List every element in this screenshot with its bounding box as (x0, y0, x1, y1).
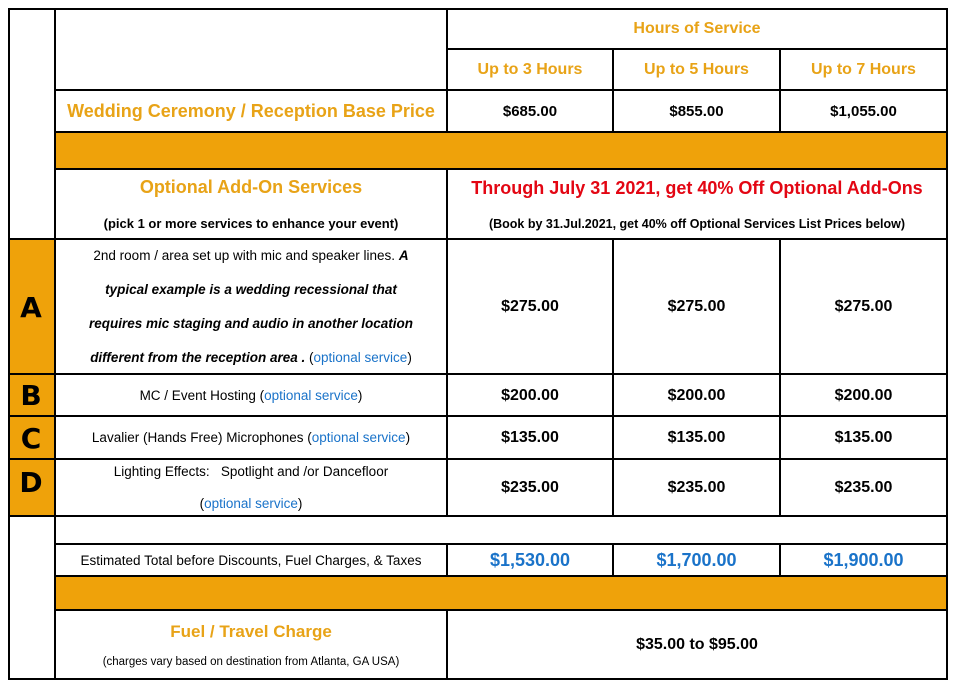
addons-title: Optional Add-On Services (139, 177, 363, 197)
optional-service-link[interactable]: optional service (311, 430, 406, 445)
service-d-line-2: (optional service) (199, 496, 303, 511)
service-letter-d: D (8, 460, 54, 515)
grid-line (8, 8, 10, 680)
service-a-price-3-hours: $275.00 (501, 298, 559, 315)
service-letter-c: C (8, 417, 54, 459)
optional-service-link[interactable]: optional service (204, 496, 298, 511)
service-a-price-5-hours: $275.00 (667, 298, 726, 315)
column-header-7-hours: Up to 7 Hours (811, 61, 916, 78)
column-header-3-hours: Up to 3 Hours (477, 61, 583, 78)
base-price-5-hours: $855.00 (669, 103, 724, 120)
service-d-line-1: Lighting Effects: Spotlight and /or Dancefloor (113, 464, 389, 479)
hours-of-service-heading: Hours of Service (633, 20, 761, 37)
grid-line (946, 8, 948, 680)
divider-bar-1 (55, 132, 947, 168)
estimated-total-5-hours: $1,700.00 (656, 550, 737, 570)
service-b-price-5-hours: $200.00 (667, 386, 726, 404)
service-c-price-7-hours: $135.00 (834, 429, 893, 446)
promo-subtitle: (Book by 31.Jul.2021, get 40% off Optional Services List Prices below) (488, 216, 906, 231)
service-b-line: MC / Event Hosting (optional service) (139, 387, 363, 403)
service-b-price-7-hours: $200.00 (834, 386, 893, 404)
service-a-line-3: requires mic staging and audio in another location (88, 316, 414, 331)
service-c-line: Lavalier (Hands Free) Microphones (optional service) (91, 430, 411, 445)
service-c-price-3-hours: $135.00 (501, 429, 559, 446)
base-price-label: Wedding Ceremony / Reception Base Price (67, 101, 435, 121)
service-d-description (56, 460, 446, 516)
service-a-line-1: 2nd room / area set up with mic and speaker lines. A (93, 248, 409, 263)
base-price-7-hours: $1,055.00 (830, 103, 897, 120)
column-header-5-hours: Up to 5 Hours (644, 61, 749, 78)
fuel-charge-subtitle: (charges vary based on destination from Atlanta, GA USA) (102, 656, 400, 668)
promo-title: Through July 31 2021, get 40% Off Optional Add-Ons (471, 177, 923, 198)
service-d-price-7-hours: $235.00 (834, 479, 893, 496)
service-letter-a: A (8, 240, 54, 374)
base-price-3-hours: $685.00 (502, 103, 558, 120)
service-b-price-3-hours: $200.00 (501, 386, 559, 404)
service-d-price-3-hours: $235.00 (501, 479, 559, 496)
divider-bar-2 (55, 576, 947, 610)
optional-service-link[interactable]: optional service (264, 387, 358, 403)
optional-service-link[interactable]: optional service (313, 350, 408, 365)
addons-subtitle: (pick 1 or more services to enhance your event) (103, 216, 399, 231)
service-c-price-5-hours: $135.00 (667, 429, 726, 446)
addons-heading-cell (56, 170, 446, 238)
service-a-line-2: typical example is a wedding recessional that (105, 282, 397, 297)
promo-cell (448, 170, 946, 238)
service-c-description (56, 417, 446, 459)
fuel-charge-title: Fuel / Travel Charge (170, 622, 332, 641)
fuel-charge-cell (56, 611, 446, 679)
service-a-price-7-hours: $275.00 (834, 298, 893, 315)
service-b-description (56, 375, 446, 416)
service-a-line-4: different from the reception area . (optional service) (90, 350, 412, 365)
fuel-charge-range: $35.00 to $95.00 (636, 636, 758, 653)
estimated-total-3-hours: $1,530.00 (489, 550, 571, 570)
estimated-total-7-hours: $1,900.00 (823, 550, 904, 570)
service-letter-b: B (8, 375, 54, 416)
service-d-price-5-hours: $235.00 (667, 479, 726, 496)
service-a-description (56, 240, 446, 374)
estimated-total-label: Estimated Total before Discounts, Fuel Charges, & Taxes (80, 553, 422, 568)
